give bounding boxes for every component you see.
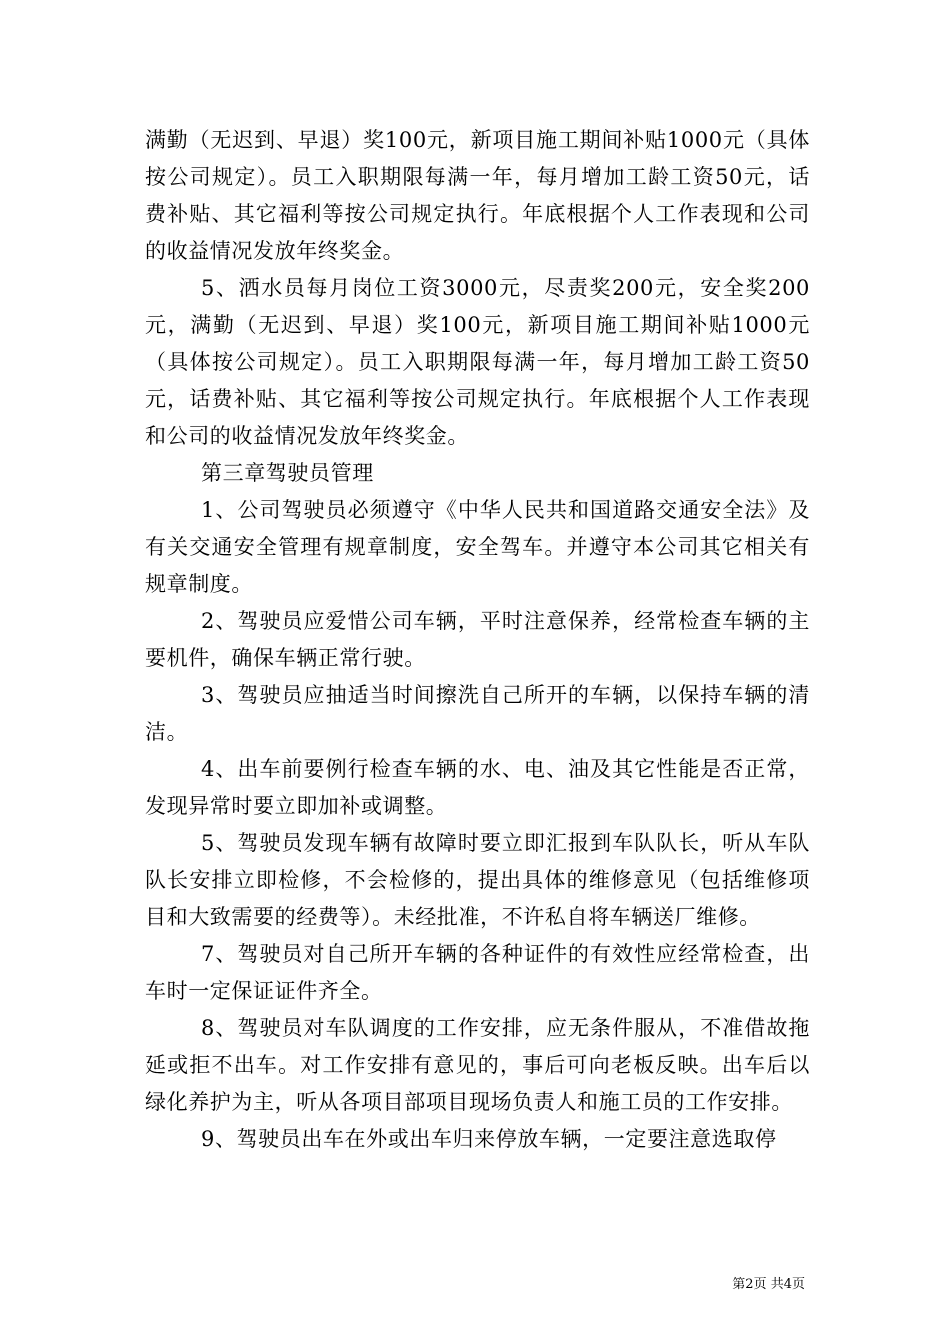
footer-total-pages: 4 bbox=[783, 1277, 792, 1292]
paragraph-7: 4、出车前要例行检查车辆的水、电、油及其它性能是否正常，发现异常时要立即加补或调整。 bbox=[145, 757, 810, 818]
document-body bbox=[145, 122, 810, 1158]
paragraph-5: 2、驾驶员应爱惜公司车辆，平时注意保养，经常检查车辆的主要机件，确保车辆正常行驶。 bbox=[145, 609, 810, 670]
paragraph-10: 8、驾驶员对车队调度的工作安排，应无条件服从，不准借故拖延或拒不出车。对工作安排有意见的，事后可向老板反映。出车后以绿化养护为主，听从各项目部项目现场负责人和施工员的工作安排。 bbox=[145, 1016, 810, 1114]
footer-middle: 页 共 bbox=[753, 1277, 784, 1292]
footer-current-page: 2 bbox=[745, 1277, 754, 1292]
paragraph-8: 5、驾驶员发现车辆有故障时要立即汇报到车队队长，听从车队队长安排立即检修，不会检修的，提出具体的维修意见（包括维修项目和大致需要的经费等）。未经批准，不许私自将车辆送厂维修。 bbox=[145, 831, 810, 929]
paragraph-1: 满勤（无迟到、早退）奖100元，新项目施工期间补贴1000元（具体按公司规定）。员工入职期限每满一年，每月增加工龄工资50元，话费补贴、其它福利等按公司规定执行。年底根据个人工作表现和公司的收益情况发放年终奖金。 bbox=[145, 128, 810, 263]
paragraph-9: 7、驾驶员对自己所开车辆的各种证件的有效性应经常检查，出车时一定保证证件齐全。 bbox=[145, 942, 810, 1003]
footer-prefix: 第 bbox=[732, 1277, 746, 1292]
paragraph-2: 5、洒水员每月岗位工资3000元，尽责奖200元，安全奖200元，满勤（无迟到、早退）奖100元，新项目施工期间补贴1000元（具体按公司规定）。员工入职期限每满一年，每月增加工龄工资50元，话费补贴、其它福利等按公司规定执行。年底根据个人工作表现和公司的收益情况发放年终奖金。 bbox=[145, 276, 810, 448]
paragraph-6: 3、驾驶员应抽适当时间擦洗自己所开的车辆，以保持车辆的清洁。 bbox=[145, 683, 810, 744]
page-footer bbox=[732, 1276, 805, 1294]
footer-suffix: 页 bbox=[791, 1277, 805, 1292]
paragraph-11: 9、驾驶员出车在外或出车归来停放车辆，一定要注意选取停 bbox=[201, 1127, 777, 1151]
chapter-heading: 第三章驾驶员管理 bbox=[201, 461, 374, 485]
paragraph-4: 1、公司驾驶员必须遵守《中华人民共和国道路交通安全法》及有关交通安全管理有规章制度，安全驾车。并遵守本公司其它相关有规章制度。 bbox=[145, 498, 810, 596]
